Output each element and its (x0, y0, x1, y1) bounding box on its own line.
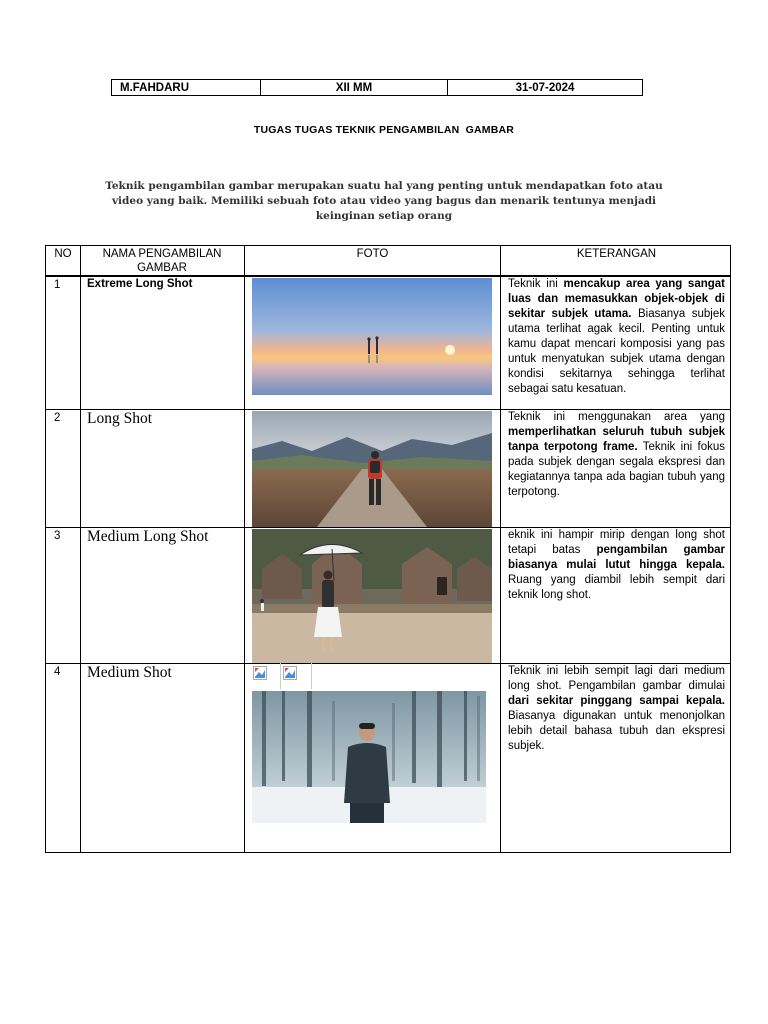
shot-technique-table (45, 245, 731, 853)
placeholder-divider (280, 663, 281, 689)
desc-text: Biasanya subjek utama terlihat agak kecil. Penting untuk kamu dapat mencari komposisi yang pas untuk menyatukan subjek utama dengan kondisi sekitarnya sehingga terlihat sebagai satu kesatuan. (508, 308, 725, 395)
shot-description (508, 277, 725, 397)
shot-name: Long Shot (87, 410, 153, 427)
desc-text: Teknik ini fokus pada subjek dengan segala ekspresi dan kegiatannya tanpa ada bagian tubuh yang terpotong. (508, 441, 726, 498)
header-name: NAMA PENGAMBILAN GAMBAR (102, 248, 222, 274)
desc-text: Biasanya digunakan untuk menonjolkan lebih detail bahasa tubuh dan ekspresi subjek. (508, 710, 725, 752)
column-divider (80, 245, 81, 852)
header-photo: FOTO (356, 248, 389, 260)
row-number: 1 (54, 279, 61, 291)
row-number: 3 (54, 530, 61, 542)
placeholder-divider (311, 663, 312, 689)
photo-extreme-long-shot (252, 278, 492, 395)
photo-medium-shot (252, 691, 486, 823)
shot-description (508, 410, 725, 500)
shot-name: Extreme Long Shot (87, 278, 193, 290)
desc-text: Teknik ini (508, 278, 564, 290)
header-no: NO (54, 248, 72, 260)
page-title: TUGAS TUGAS TEKNIK PENGAMBILAN GAMBAR (253, 124, 515, 136)
assignment-date: 31-07-2024 (515, 82, 575, 94)
shot-description (508, 664, 725, 754)
shot-name: Medium Long Shot (87, 528, 209, 545)
desc-emphasis: dari sekitar pinggang sampai kepala. (508, 695, 725, 707)
desc-text: Teknik ini lebih sempit lagi dari medium long shot. Pengambilan gambar dimulai (508, 665, 725, 692)
desc-emphasis: pengambilan gambar biasanya mulai lutut hingga kepala. (508, 544, 725, 571)
desc-text: Teknik ini menggunakan area yang (508, 411, 725, 423)
header-description: KETERANGAN (576, 248, 657, 260)
shot-description (508, 528, 725, 603)
row-divider (46, 245, 730, 246)
sunset-couple-image (252, 278, 492, 395)
photo-long-shot (252, 411, 492, 527)
student-class: XII MM (261, 80, 448, 95)
column-divider (500, 245, 501, 852)
photo-medium-long-shot (252, 529, 492, 663)
desc-emphasis: memperlihatkan seluruh tubuh subjek tanpa terpotong frame. (508, 426, 725, 453)
row-number: 4 (54, 666, 61, 678)
column-divider (244, 245, 245, 852)
student-name: M.FAHDARU (112, 80, 261, 95)
broken-image-icon (283, 666, 297, 680)
desc-emphasis: mencakup area yang sangat luas dan memasukkan objek-objek di sekitar subjek utama. (508, 278, 725, 320)
temple-umbrella-woman-image (252, 529, 492, 663)
desc-text: Ruang yang diambil lebih sempit dari teknik long shot. (508, 574, 725, 601)
intro-paragraph: Teknik pengambilan gambar merupakan suatu hal yang penting untuk mendapatkan foto atau video yang baik. Memiliki sebuah foto atau video yang bagus dan menarik tentunya menjadi keinginan setiap orang (105, 180, 663, 222)
broken-image-icon (253, 666, 267, 680)
desc-text: eknik ini hampir mirip dengan long shot tetapi batas (508, 529, 725, 556)
shot-name: Medium Shot (87, 664, 172, 681)
mountain-road-hiker-image (252, 411, 492, 527)
student-info-table (111, 79, 643, 96)
row-number: 2 (54, 412, 61, 424)
snow-forest-man-image (252, 691, 486, 823)
